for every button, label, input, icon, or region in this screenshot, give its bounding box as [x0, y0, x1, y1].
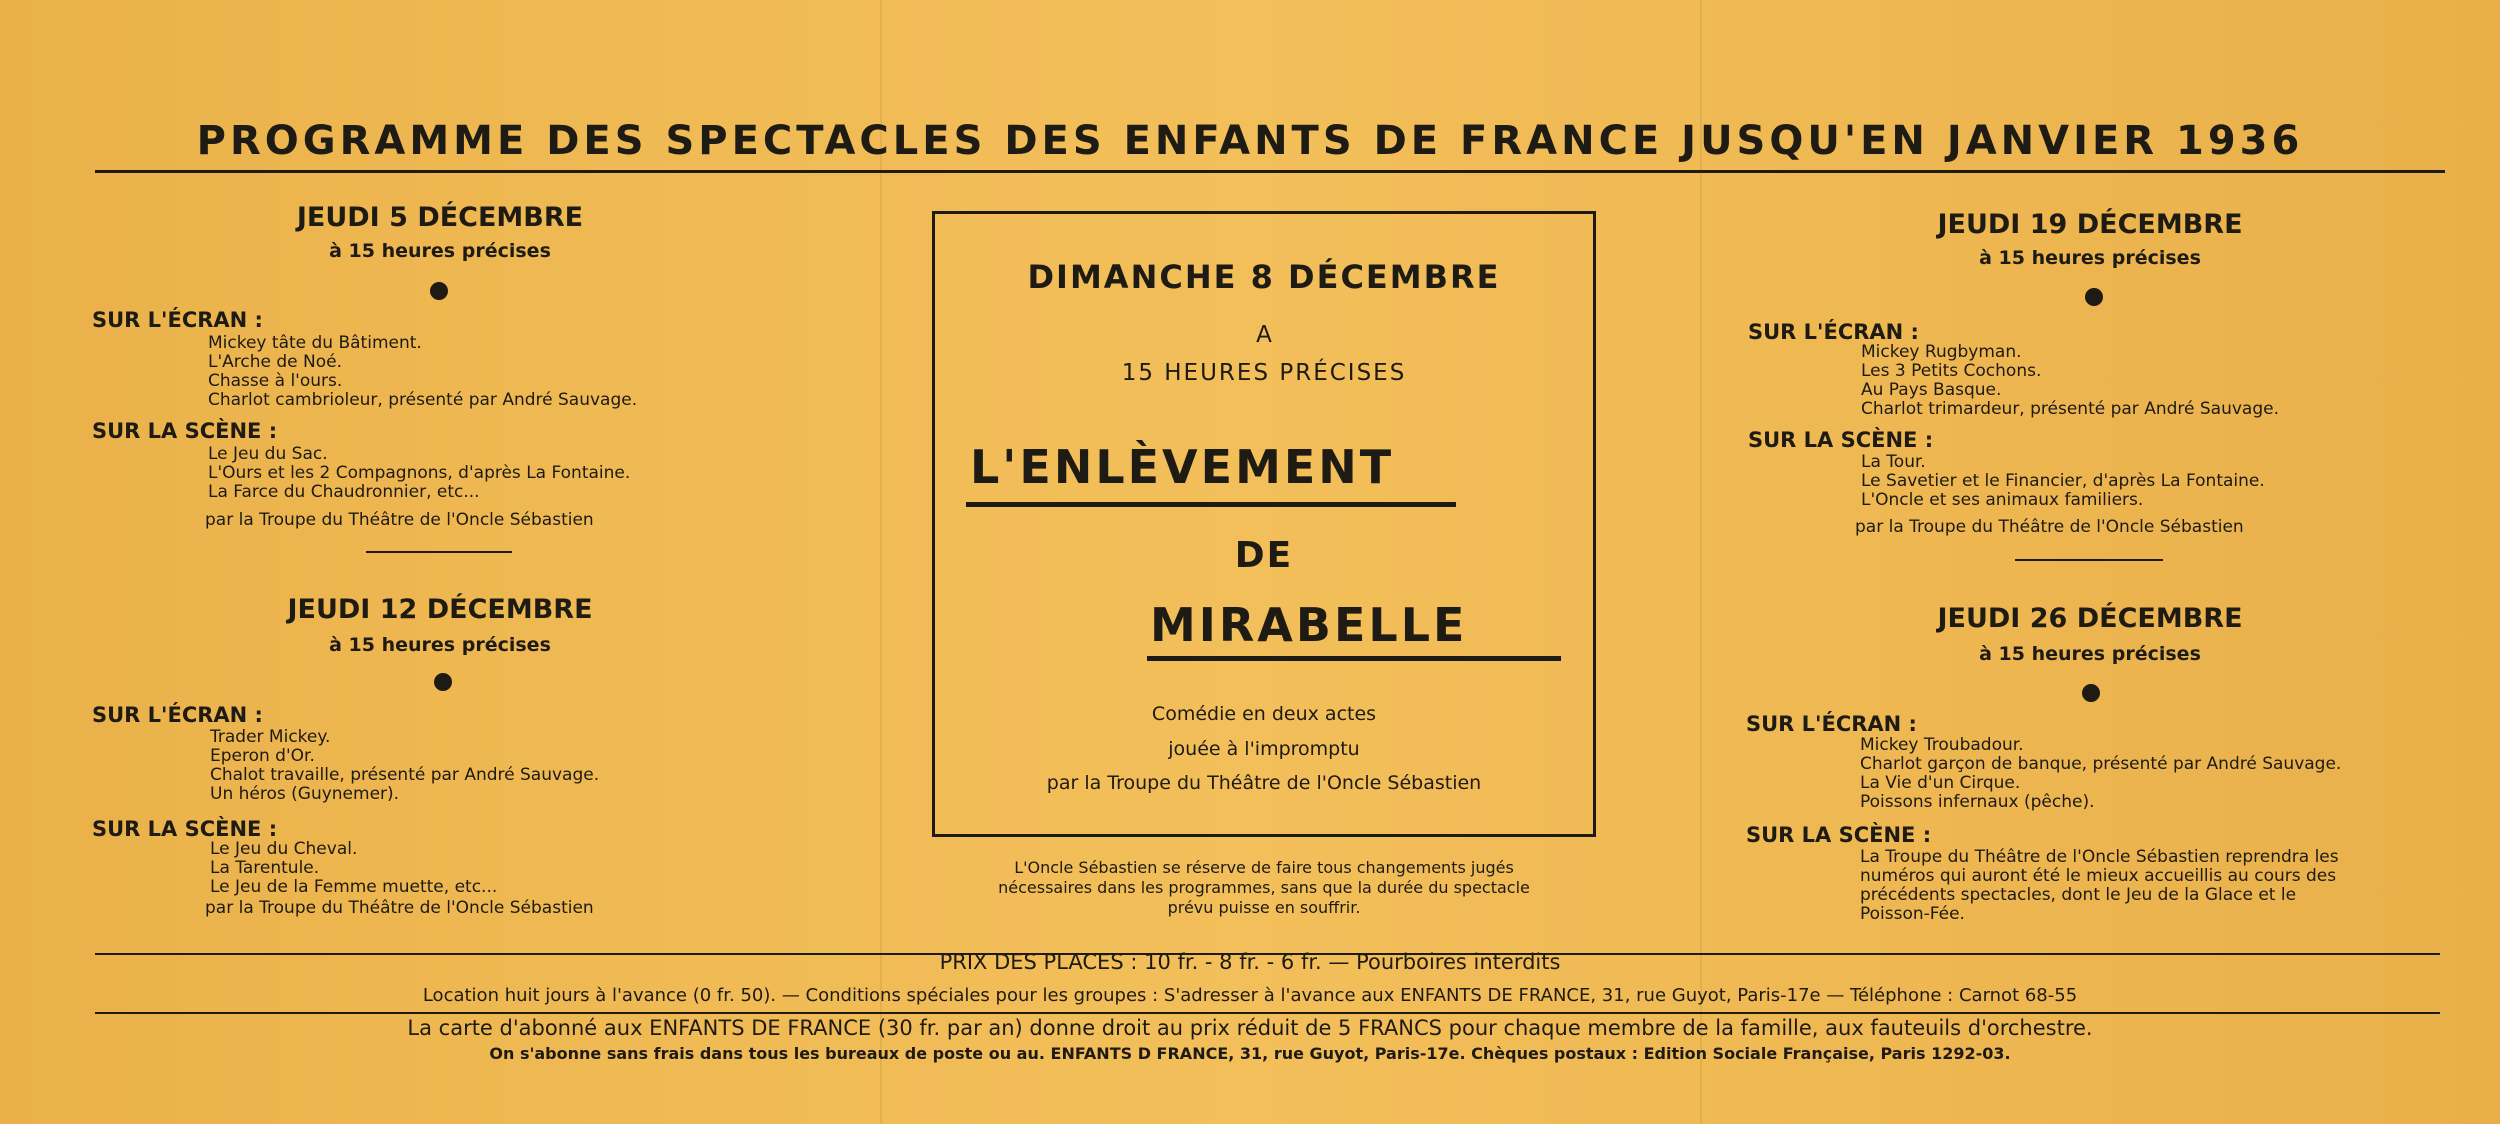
list-item: Mickey Troubadour.: [1860, 735, 2024, 755]
list-item: La Troupe du Théâtre de l'Oncle Sébastien reprendra les: [1860, 847, 2339, 867]
featured-title-line1: L'ENLÈVEMENT: [970, 440, 1395, 494]
list-item: Le Jeu de la Femme muette, etc...: [210, 877, 498, 897]
featured-desc-2: jouée à l'impromptu: [1168, 738, 1360, 760]
show1-stage-items: [208, 445, 630, 502]
note-line: L'Oncle Sébastien se réserve de faire tous changements jugés: [1014, 858, 1514, 877]
show2-troupe: par la Troupe du Théâtre de l'Oncle Sébastien: [205, 898, 594, 918]
section-divider: [2015, 559, 2163, 561]
list-item: Eperon d'Or.: [210, 746, 315, 766]
list-item: Les 3 Petits Cochons.: [1861, 361, 2042, 381]
bullet-dot: [2085, 288, 2103, 306]
page-title: PROGRAMME DES SPECTACLES DES ENFANTS DE FRANCE JUSQU'EN JANVIER 1936: [196, 118, 2304, 164]
list-item: Le Jeu du Sac.: [208, 444, 328, 464]
show4-screen-label: SUR L'ÉCRAN :: [1746, 712, 1917, 736]
show1-time: à 15 heures précises: [329, 240, 551, 262]
list-item: Poissons infernaux (pêche).: [1860, 792, 2095, 812]
show4-date: JEUDI 26 DÉCEMBRE: [1937, 603, 2243, 634]
section-divider: [366, 551, 512, 553]
subscription-info: On s'abonne sans frais dans tous les bureaux de poste ou au. ENFANTS D FRANCE, 31, rue Guyot, Paris-17e. Chèques postaux : Edition Sociale Française, Paris 1292-03.: [489, 1044, 2011, 1063]
show3-troupe: par la Troupe du Théâtre de l'Oncle Sébastien: [1855, 517, 2244, 537]
show4-stage-label: SUR LA SCÈNE :: [1746, 823, 1932, 847]
list-item: Mickey tâte du Bâtiment.: [208, 333, 422, 353]
subscription-offer: La carte d'abonné aux ENFANTS DE FRANCE (30 fr. par an) donne droit au prix réduit de 5 FRANCS pour chaque membre de la famille, aux fauteuils d'orchestre.: [407, 1016, 2093, 1040]
list-item: Au Pays Basque.: [1861, 380, 2002, 400]
list-item: La Tarentule.: [210, 858, 320, 878]
show3-stage-items: [1861, 453, 2265, 510]
list-item: Le Jeu du Cheval.: [210, 839, 358, 859]
list-item: La Vie d'un Cirque.: [1860, 773, 2021, 793]
list-item: Le Savetier et le Financier, d'après La Fontaine.: [1861, 471, 2265, 491]
show1-date: JEUDI 5 DÉCEMBRE: [296, 202, 584, 233]
list-item: Mickey Rugbyman.: [1861, 342, 2022, 362]
title-rule: [95, 170, 2445, 173]
footer-rule: [95, 1012, 2440, 1014]
show2-screen-items: [210, 728, 599, 804]
featured-desc-1: Comédie en deux actes: [1151, 703, 1377, 725]
list-item: Charlot cambrioleur, présenté par André Sauvage.: [208, 390, 638, 410]
list-item: La Tour.: [1861, 452, 1926, 472]
show3-stage-label: SUR LA SCÈNE :: [1748, 428, 1934, 452]
show3-date: JEUDI 19 DÉCEMBRE: [1937, 209, 2243, 240]
show2-screen-label: SUR L'ÉCRAN :: [92, 703, 263, 727]
featured-de: DE: [1234, 535, 1294, 576]
list-item: Un héros (Guynemer).: [210, 784, 400, 804]
show2-time: à 15 heures précises: [329, 634, 551, 656]
featured-time: 15 HEURES PRÉCISES: [1121, 360, 1407, 386]
bullet-dot: [434, 673, 452, 691]
show2-stage-items: [210, 840, 497, 897]
disclaimer-note: [880, 858, 1648, 918]
show1-troupe: par la Troupe du Théâtre de l'Oncle Sébastien: [205, 510, 594, 530]
list-item: Charlot garçon de banque, présenté par André Sauvage.: [1860, 754, 2342, 774]
list-item: La Farce du Chaudronnier, etc...: [208, 482, 480, 502]
list-item: L'Oncle et ses animaux familiers.: [1861, 490, 2144, 510]
featured-desc-3: par la Troupe du Théâtre de l'Oncle Sébastien: [1046, 772, 1482, 794]
featured-title-line2: MIRABELLE: [1150, 598, 1468, 652]
show3-screen-items: [1861, 343, 2279, 419]
list-item: Poisson-Fée.: [1860, 904, 1965, 924]
title-underline: [1147, 656, 1561, 661]
show1-screen-label: SUR L'ÉCRAN :: [92, 308, 263, 332]
list-item: L'Ours et les 2 Compagnons, d'après La Fontaine.: [208, 463, 631, 483]
show3-screen-label: SUR L'ÉCRAN :: [1748, 320, 1919, 344]
show4-screen-items: [1860, 736, 2341, 812]
list-item: numéros qui auront été le mieux accueillis au cours des: [1860, 866, 2337, 886]
featured-a: A: [1256, 322, 1272, 348]
location-line: Location huit jours à l'avance (0 fr. 50). — Conditions spéciales pour les groupes : S'adresser à l'avance aux ENFANTS DE FRANCE, 31, rue Guyot, Paris-17e — Téléphone : Carnot 68-55: [422, 985, 2078, 1006]
list-item: Trader Mickey.: [210, 727, 331, 747]
list-item: Chalot travaille, présenté par André Sauvage.: [210, 765, 600, 785]
list-item: précédents spectacles, dont le Jeu de la Glace et le: [1860, 885, 2297, 905]
list-item: L'Arche de Noé.: [208, 352, 343, 372]
price-line: PRIX DES PLACES : 10 fr. - 8 fr. - 6 fr. — Pourboires interdits: [939, 950, 1561, 974]
note-line: nécessaires dans les programmes, sans que la durée du spectacle: [998, 878, 1530, 897]
show4-time: à 15 heures précises: [1979, 643, 2201, 665]
bullet-dot: [430, 282, 448, 300]
show2-stage-label: SUR LA SCÈNE :: [92, 817, 278, 841]
note-line: prévu puisse en souffrir.: [1167, 898, 1361, 917]
show1-stage-label: SUR LA SCÈNE :: [92, 419, 278, 443]
show1-screen-items: [208, 334, 637, 410]
show2-date: JEUDI 12 DÉCEMBRE: [287, 594, 593, 625]
bullet-dot: [2082, 684, 2100, 702]
title-underline: [966, 502, 1456, 507]
show4-stage-items: [1860, 848, 2339, 924]
list-item: Chasse à l'ours.: [208, 371, 343, 391]
show3-time: à 15 heures précises: [1979, 247, 2201, 269]
list-item: Charlot trimardeur, présenté par André Sauvage.: [1861, 399, 2279, 419]
featured-date: DIMANCHE 8 DÉCEMBRE: [1027, 258, 1501, 296]
